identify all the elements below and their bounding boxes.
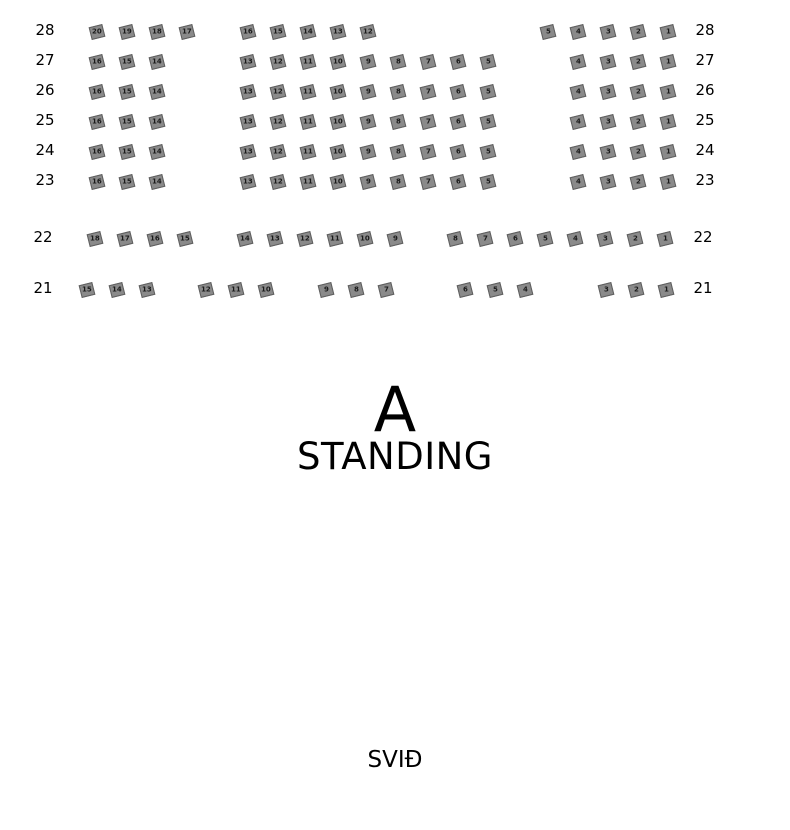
seat-number: 18 xyxy=(90,234,100,243)
seat[interactable] xyxy=(390,84,407,100)
seat[interactable] xyxy=(660,54,677,70)
seat-number: 17 xyxy=(182,27,192,36)
seat-number: 14 xyxy=(152,177,162,186)
seat[interactable] xyxy=(89,144,106,160)
seat[interactable] xyxy=(177,231,194,247)
seat[interactable] xyxy=(270,144,287,160)
seat-number: 11 xyxy=(330,234,340,243)
seat-number: 4 xyxy=(575,177,581,186)
seat-number: 12 xyxy=(201,285,211,294)
seat-number: 9 xyxy=(365,57,371,66)
seat[interactable] xyxy=(628,282,645,298)
seat[interactable] xyxy=(327,231,344,247)
seat[interactable] xyxy=(630,114,647,130)
seat[interactable] xyxy=(198,282,215,298)
seat[interactable] xyxy=(600,84,617,100)
seat-number: 1 xyxy=(662,234,668,243)
seat[interactable] xyxy=(567,231,584,247)
seat[interactable] xyxy=(330,84,347,100)
seat-number: 13 xyxy=(270,234,280,243)
seat[interactable] xyxy=(600,24,617,40)
seat-number: 6 xyxy=(455,87,461,96)
seat-number: 15 xyxy=(122,87,132,96)
seat-number: 2 xyxy=(635,87,641,96)
seat-number: 12 xyxy=(273,117,283,126)
seat-number: 1 xyxy=(665,57,671,66)
seat[interactable] xyxy=(600,114,617,130)
seat[interactable] xyxy=(657,231,674,247)
seat-number: 15 xyxy=(180,234,190,243)
seat-number: 8 xyxy=(395,177,401,186)
row-label-left: 22 xyxy=(33,228,53,246)
seat[interactable] xyxy=(450,84,467,100)
seat[interactable] xyxy=(117,231,134,247)
row-label-right: 21 xyxy=(693,279,713,297)
seat[interactable] xyxy=(89,54,106,70)
seat-number: 11 xyxy=(231,285,241,294)
seat[interactable] xyxy=(360,24,377,40)
seat[interactable] xyxy=(300,144,317,160)
seat[interactable] xyxy=(390,54,407,70)
seat-number: 15 xyxy=(122,117,132,126)
seat[interactable] xyxy=(119,54,136,70)
seat[interactable] xyxy=(240,54,257,70)
seat-number: 10 xyxy=(333,87,343,96)
row-label-left: 24 xyxy=(35,141,55,159)
seat[interactable] xyxy=(240,24,257,40)
seat[interactable] xyxy=(149,114,166,130)
row-label-right: 27 xyxy=(695,51,715,69)
seat[interactable] xyxy=(447,231,464,247)
seat[interactable] xyxy=(450,54,467,70)
seat[interactable] xyxy=(597,231,614,247)
seat-number: 12 xyxy=(300,234,310,243)
seat-number: 13 xyxy=(243,177,253,186)
seat-number: 5 xyxy=(485,147,491,156)
seat-number: 17 xyxy=(120,234,130,243)
seat-number: 10 xyxy=(261,285,271,294)
seat-number: 12 xyxy=(363,27,373,36)
seat-number: 7 xyxy=(425,117,431,126)
seat[interactable] xyxy=(480,144,497,160)
seat[interactable] xyxy=(330,174,347,190)
seat-number: 3 xyxy=(603,285,609,294)
seat[interactable] xyxy=(240,144,257,160)
seat-number: 5 xyxy=(485,117,491,126)
seat-number: 20 xyxy=(92,27,102,36)
seat-number: 12 xyxy=(273,57,283,66)
row-label-left: 28 xyxy=(35,21,55,39)
seat[interactable] xyxy=(270,54,287,70)
seat[interactable] xyxy=(660,84,677,100)
seat-number: 15 xyxy=(82,285,92,294)
seat[interactable] xyxy=(570,24,587,40)
seat-number: 16 xyxy=(92,117,102,126)
seat[interactable] xyxy=(420,84,437,100)
seat[interactable] xyxy=(420,174,437,190)
seat[interactable] xyxy=(330,54,347,70)
row-label-right: 25 xyxy=(695,111,715,129)
seat-number: 7 xyxy=(425,87,431,96)
seat[interactable] xyxy=(480,84,497,100)
seat-number: 5 xyxy=(492,285,498,294)
seat-number: 18 xyxy=(152,27,162,36)
section-name: STANDING xyxy=(297,435,493,478)
seat[interactable] xyxy=(149,174,166,190)
seat-number: 6 xyxy=(462,285,468,294)
seat-number: 13 xyxy=(243,117,253,126)
seat[interactable] xyxy=(457,282,474,298)
seat-number: 8 xyxy=(395,117,401,126)
seat-number: 7 xyxy=(425,147,431,156)
seat[interactable] xyxy=(660,24,677,40)
seat[interactable] xyxy=(540,24,557,40)
seat[interactable] xyxy=(420,144,437,160)
row-label-right: 26 xyxy=(695,81,715,99)
seat[interactable] xyxy=(119,144,136,160)
seat-number: 2 xyxy=(635,57,641,66)
seat-number: 3 xyxy=(605,147,611,156)
seat-number: 14 xyxy=(152,57,162,66)
seat-number: 6 xyxy=(455,117,461,126)
seat[interactable] xyxy=(270,174,287,190)
seat-number: 6 xyxy=(455,147,461,156)
seat[interactable] xyxy=(598,282,615,298)
seat[interactable] xyxy=(360,174,377,190)
seat[interactable] xyxy=(660,174,677,190)
seat-number: 3 xyxy=(605,117,611,126)
seat-number: 13 xyxy=(243,147,253,156)
seat[interactable] xyxy=(507,231,524,247)
seat[interactable] xyxy=(420,114,437,130)
seat-number: 15 xyxy=(122,147,132,156)
seat[interactable] xyxy=(570,54,587,70)
seat[interactable] xyxy=(119,174,136,190)
seat-number: 10 xyxy=(333,147,343,156)
seat[interactable] xyxy=(330,24,347,40)
seat-number: 8 xyxy=(395,147,401,156)
seat-number: 16 xyxy=(92,177,102,186)
row-label-left: 25 xyxy=(35,111,55,129)
seat-number: 2 xyxy=(635,147,641,156)
row-label-left: 26 xyxy=(35,81,55,99)
seat-number: 1 xyxy=(665,27,671,36)
seat[interactable] xyxy=(390,144,407,160)
seat-number: 11 xyxy=(303,87,313,96)
section-letter: A xyxy=(373,373,417,446)
seat[interactable] xyxy=(517,282,534,298)
seat[interactable] xyxy=(300,174,317,190)
seat[interactable] xyxy=(258,282,275,298)
seat-number: 15 xyxy=(122,57,132,66)
seat-number: 10 xyxy=(333,177,343,186)
seat[interactable] xyxy=(240,114,257,130)
seat-number: 14 xyxy=(152,87,162,96)
seat-number: 4 xyxy=(572,234,578,243)
seat[interactable] xyxy=(89,84,106,100)
seat-number: 16 xyxy=(92,147,102,156)
seat-number: 5 xyxy=(545,27,551,36)
seat[interactable] xyxy=(270,114,287,130)
row-label-left: 21 xyxy=(33,279,53,297)
seat-number: 4 xyxy=(575,147,581,156)
seat-number: 14 xyxy=(152,147,162,156)
seat-number: 9 xyxy=(365,147,371,156)
seat-number: 6 xyxy=(455,177,461,186)
seat[interactable] xyxy=(390,174,407,190)
seat-number: 11 xyxy=(303,117,313,126)
seat-number: 2 xyxy=(632,234,638,243)
seat-number: 8 xyxy=(452,234,458,243)
seat-number: 3 xyxy=(605,57,611,66)
seat[interactable] xyxy=(600,54,617,70)
row-label-right: 24 xyxy=(695,141,715,159)
seat[interactable] xyxy=(119,114,136,130)
seat-number: 16 xyxy=(243,27,253,36)
seat-number: 10 xyxy=(333,57,343,66)
row-label-right: 23 xyxy=(695,171,715,189)
seat[interactable] xyxy=(658,282,675,298)
seat-number: 6 xyxy=(455,57,461,66)
seat[interactable] xyxy=(630,24,647,40)
seat-number: 3 xyxy=(605,27,611,36)
seat[interactable] xyxy=(330,144,347,160)
seat[interactable] xyxy=(119,84,136,100)
seat[interactable] xyxy=(237,231,254,247)
seat-number: 9 xyxy=(392,234,398,243)
seat[interactable] xyxy=(149,144,166,160)
seat[interactable] xyxy=(270,24,287,40)
seat[interactable] xyxy=(300,114,317,130)
seat-number: 9 xyxy=(323,285,329,294)
seat[interactable] xyxy=(330,114,347,130)
seat-number: 5 xyxy=(485,177,491,186)
seat-number: 15 xyxy=(273,27,283,36)
seat[interactable] xyxy=(480,54,497,70)
seat-number: 4 xyxy=(575,57,581,66)
seat-number: 1 xyxy=(663,285,669,294)
seat[interactable] xyxy=(360,84,377,100)
seat-number: 19 xyxy=(122,27,132,36)
seat-number: 16 xyxy=(150,234,160,243)
seat[interactable] xyxy=(360,54,377,70)
seat-number: 4 xyxy=(522,285,528,294)
seat[interactable] xyxy=(228,282,245,298)
seat[interactable] xyxy=(480,114,497,130)
seat[interactable] xyxy=(89,174,106,190)
seat-number: 3 xyxy=(605,87,611,96)
seat-number: 1 xyxy=(665,147,671,156)
seat[interactable] xyxy=(360,144,377,160)
seat[interactable] xyxy=(357,231,374,247)
seat-number: 14 xyxy=(112,285,122,294)
seat-number: 8 xyxy=(395,57,401,66)
seat[interactable] xyxy=(300,24,317,40)
seat-number: 13 xyxy=(142,285,152,294)
seat-number: 12 xyxy=(273,147,283,156)
seat[interactable] xyxy=(270,84,287,100)
seat[interactable] xyxy=(267,231,284,247)
seat[interactable] xyxy=(378,282,395,298)
seat[interactable] xyxy=(360,114,377,130)
seat-number: 10 xyxy=(360,234,370,243)
seat[interactable] xyxy=(318,282,335,298)
seat[interactable] xyxy=(450,144,467,160)
seat-number: 7 xyxy=(425,57,431,66)
seat[interactable] xyxy=(300,54,317,70)
seat[interactable] xyxy=(109,282,126,298)
seat[interactable] xyxy=(348,282,365,298)
seat-number: 10 xyxy=(333,117,343,126)
seat-number: 3 xyxy=(605,177,611,186)
seat[interactable] xyxy=(240,174,257,190)
seat[interactable] xyxy=(600,174,617,190)
seat[interactable] xyxy=(570,144,587,160)
seat[interactable] xyxy=(87,231,104,247)
seat[interactable] xyxy=(390,114,407,130)
seat[interactable] xyxy=(570,114,587,130)
seat-number: 12 xyxy=(273,87,283,96)
seat[interactable] xyxy=(450,174,467,190)
seat-number: 9 xyxy=(365,87,371,96)
seat-number: 1 xyxy=(665,87,671,96)
seat[interactable] xyxy=(149,84,166,100)
seat-number: 5 xyxy=(485,57,491,66)
seat[interactable] xyxy=(660,144,677,160)
row-label-left: 27 xyxy=(35,51,55,69)
seat-number: 5 xyxy=(485,87,491,96)
seat[interactable] xyxy=(630,54,647,70)
seat-number: 13 xyxy=(243,57,253,66)
seat-number: 11 xyxy=(303,177,313,186)
seat-number: 9 xyxy=(365,117,371,126)
seat-number: 13 xyxy=(243,87,253,96)
seat[interactable] xyxy=(480,174,497,190)
seat-number: 2 xyxy=(635,27,641,36)
seat[interactable] xyxy=(600,144,617,160)
seat-number: 11 xyxy=(303,57,313,66)
seat-number: 4 xyxy=(575,117,581,126)
row-label-left: 23 xyxy=(35,171,55,189)
seat[interactable] xyxy=(89,24,106,40)
seat[interactable] xyxy=(627,231,644,247)
seat[interactable] xyxy=(149,24,166,40)
seat-number: 6 xyxy=(512,234,518,243)
seat[interactable] xyxy=(477,231,494,247)
row-label-right: 22 xyxy=(693,228,713,246)
seat-number: 7 xyxy=(425,177,431,186)
seat[interactable] xyxy=(420,54,437,70)
seat-number: 2 xyxy=(635,117,641,126)
seat-number: 14 xyxy=(303,27,313,36)
seat[interactable] xyxy=(89,114,106,130)
seat[interactable] xyxy=(149,54,166,70)
seat[interactable] xyxy=(570,174,587,190)
seat-number: 16 xyxy=(92,57,102,66)
seat[interactable] xyxy=(179,24,196,40)
seat[interactable] xyxy=(79,282,96,298)
seat-number: 1 xyxy=(665,117,671,126)
seat-number: 13 xyxy=(333,27,343,36)
seat[interactable] xyxy=(240,84,257,100)
seat[interactable] xyxy=(630,84,647,100)
seat-number: 1 xyxy=(665,177,671,186)
seat[interactable] xyxy=(387,231,404,247)
seat-number: 15 xyxy=(122,177,132,186)
seat[interactable] xyxy=(630,174,647,190)
seat[interactable] xyxy=(139,282,156,298)
row-label-right: 28 xyxy=(695,21,715,39)
seat[interactable] xyxy=(450,114,467,130)
seat-number: 14 xyxy=(152,117,162,126)
seat-number: 14 xyxy=(240,234,250,243)
seat-number: 7 xyxy=(383,285,389,294)
seat-number: 12 xyxy=(273,177,283,186)
seat[interactable] xyxy=(570,84,587,100)
seat-number: 8 xyxy=(395,87,401,96)
seat-number: 9 xyxy=(365,177,371,186)
seat-number: 8 xyxy=(353,285,359,294)
seat-number: 11 xyxy=(303,147,313,156)
seat[interactable] xyxy=(297,231,314,247)
seat[interactable] xyxy=(300,84,317,100)
seat-number: 16 xyxy=(92,87,102,96)
seat-number: 2 xyxy=(635,177,641,186)
seat[interactable] xyxy=(119,24,136,40)
seat[interactable] xyxy=(630,144,647,160)
stage-label: SVIÐ xyxy=(367,747,423,773)
seat[interactable] xyxy=(147,231,164,247)
seat-number: 7 xyxy=(482,234,488,243)
seat-number: 2 xyxy=(633,285,639,294)
seat-number: 4 xyxy=(575,87,581,96)
seat[interactable] xyxy=(660,114,677,130)
seat-number: 4 xyxy=(575,27,581,36)
seat[interactable] xyxy=(537,231,554,247)
seat-number: 3 xyxy=(602,234,608,243)
seat[interactable] xyxy=(487,282,504,298)
seat-number: 5 xyxy=(542,234,548,243)
